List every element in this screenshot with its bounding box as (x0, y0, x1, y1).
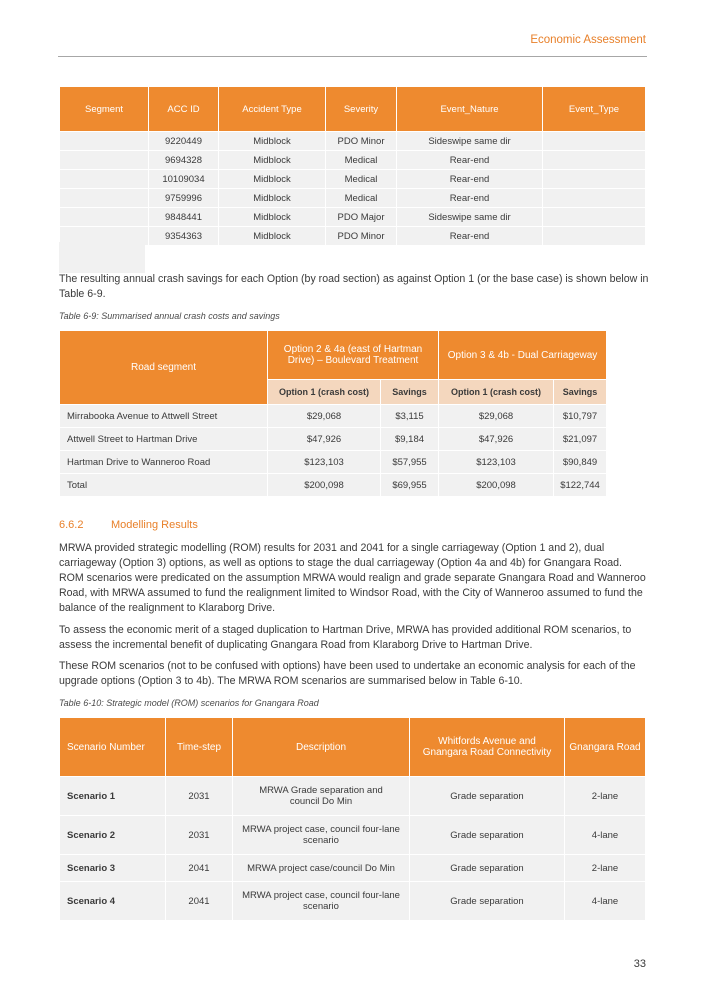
paragraph-staged-duplication: To assess the economic merit of a staged duplication to Hartman Drive, MRWA has provided additional ROM scenarios, to assess the incremental benefit of duplicating Gnangara Road from Klaraborg Drive to Hartman Drive. (59, 624, 632, 651)
paragraph-rom-scenarios: These ROM scenarios (not to be confused with options) have been used to undertake an economic analysis for each of the upgrade options (Option 3 to 4b). The MRWA ROM scenarios are summarised below in Table 6-10. (59, 660, 636, 687)
table-row: Scenario 3 2041 MRWA project case/council Do Min Grade separation 2-lane (60, 855, 646, 882)
table-header-row (60, 718, 646, 777)
crash-savings-table (59, 330, 607, 497)
table-row: Attwell Street to Hartman Drive $47,926 $9,184 $47,926 $21,097 (60, 428, 607, 451)
col-connectivity: Whitfords Avenue and Gnangara Road Connectivity (410, 718, 565, 777)
table-row: 9848441 Midblock PDO Major Sideswipe same dir (60, 208, 646, 227)
table-row: 9759996 Midblock Medical Rear-end (60, 189, 646, 208)
col-event-nature: Event_Nature (397, 87, 543, 132)
table-row: Scenario 1 2031 MRWA Grade separation and council Do Min Grade separation 2-lane (60, 777, 646, 816)
segment-cell-continuation (59, 242, 145, 273)
table-caption-6-9: Table 6-9: Summarised annual crash costs and savings (59, 311, 280, 321)
col-event-type: Event_Type (543, 87, 646, 132)
group-option-3-4b: Option 3 & 4b - Dual Carriageway (439, 331, 607, 380)
col-description: Description (233, 718, 410, 777)
table-row: Total $200,098 $69,955 $200,098 $122,744 (60, 474, 607, 497)
table-row: Scenario 2 2031 MRWA project case, council four-lane scenario Grade separation 4-lane (60, 816, 646, 855)
table-header-row (60, 87, 646, 132)
col-time-step: Time-step (166, 718, 233, 777)
table-row: Mirrabooka Avenue to Attwell Street $29,068 $3,115 $29,068 $10,797 (60, 405, 607, 428)
header-rule (58, 56, 647, 57)
group-option-2-4a: Option 2 & 4a (east of Hartman Drive) – Boulevard Treatment (268, 331, 439, 380)
col-crash-cost-2: Option 1 (crash cost) (439, 380, 554, 405)
table-row: Scenario 4 2041 MRWA project case, council four-lane scenario Grade separation 4-lane (60, 882, 646, 921)
table-header-row (60, 331, 607, 380)
col-severity: Severity (326, 87, 397, 132)
section-title: Modelling Results (111, 519, 198, 531)
table-row: 9354363 Midblock PDO Minor Rear-end (60, 227, 646, 246)
col-accident-type: Accident Type (219, 87, 326, 132)
running-header: Economic Assessment (530, 34, 646, 46)
table-row: 9220449 Midblock PDO Minor Sideswipe same dir (60, 132, 646, 151)
table-caption-6-10: Table 6-10: Strategic model (ROM) scenarios for Gnangara Road (59, 698, 319, 708)
col-segment: Segment (60, 87, 149, 132)
section-number: 6.6.2 (59, 519, 84, 531)
col-crash-cost-1: Option 1 (crash cost) (268, 380, 381, 405)
col-gnangara-road: Gnangara Road (565, 718, 646, 777)
table-row: 10109034 Midblock Medical Rear-end (60, 170, 646, 189)
col-savings-2: Savings (554, 380, 607, 405)
rom-scenarios-table (59, 717, 646, 921)
col-scenario-number: Scenario Number (60, 718, 166, 777)
col-road-segment: Road segment (60, 331, 268, 405)
crash-records-table (59, 86, 646, 246)
col-acc-id: ACC ID (149, 87, 219, 132)
col-savings-1: Savings (381, 380, 439, 405)
paragraph-crash-savings: The resulting annual crash savings for each Option (by road section) as against Option 1 (or the base case) is shown below in Table 6-9. (59, 273, 649, 300)
table-row: Hartman Drive to Wanneroo Road $123,103 $57,955 $123,103 $90,849 (60, 451, 607, 474)
page-number: 33 (633, 958, 646, 970)
paragraph-rom-results: MRWA provided strategic modelling (ROM) results for 2031 and 2041 for a single carriageway (Option 1 and 2), dual carriageway (Option 3) options, as well as options to stage the dual carriageway (Option 4a and 4b) for Gnangara Road. ROM scenarios were predicated on the assumption MRWA would realign and grade separate Gnangara Road and Wanneroo Road, with MRWA assumed to fund the realignment limited to Windsor Road, with the City of Wanneroo assumed to fund the balance of the realignment to Klaraborg Drive. (59, 542, 646, 614)
table-row: 9694328 Midblock Medical Rear-end (60, 151, 646, 170)
